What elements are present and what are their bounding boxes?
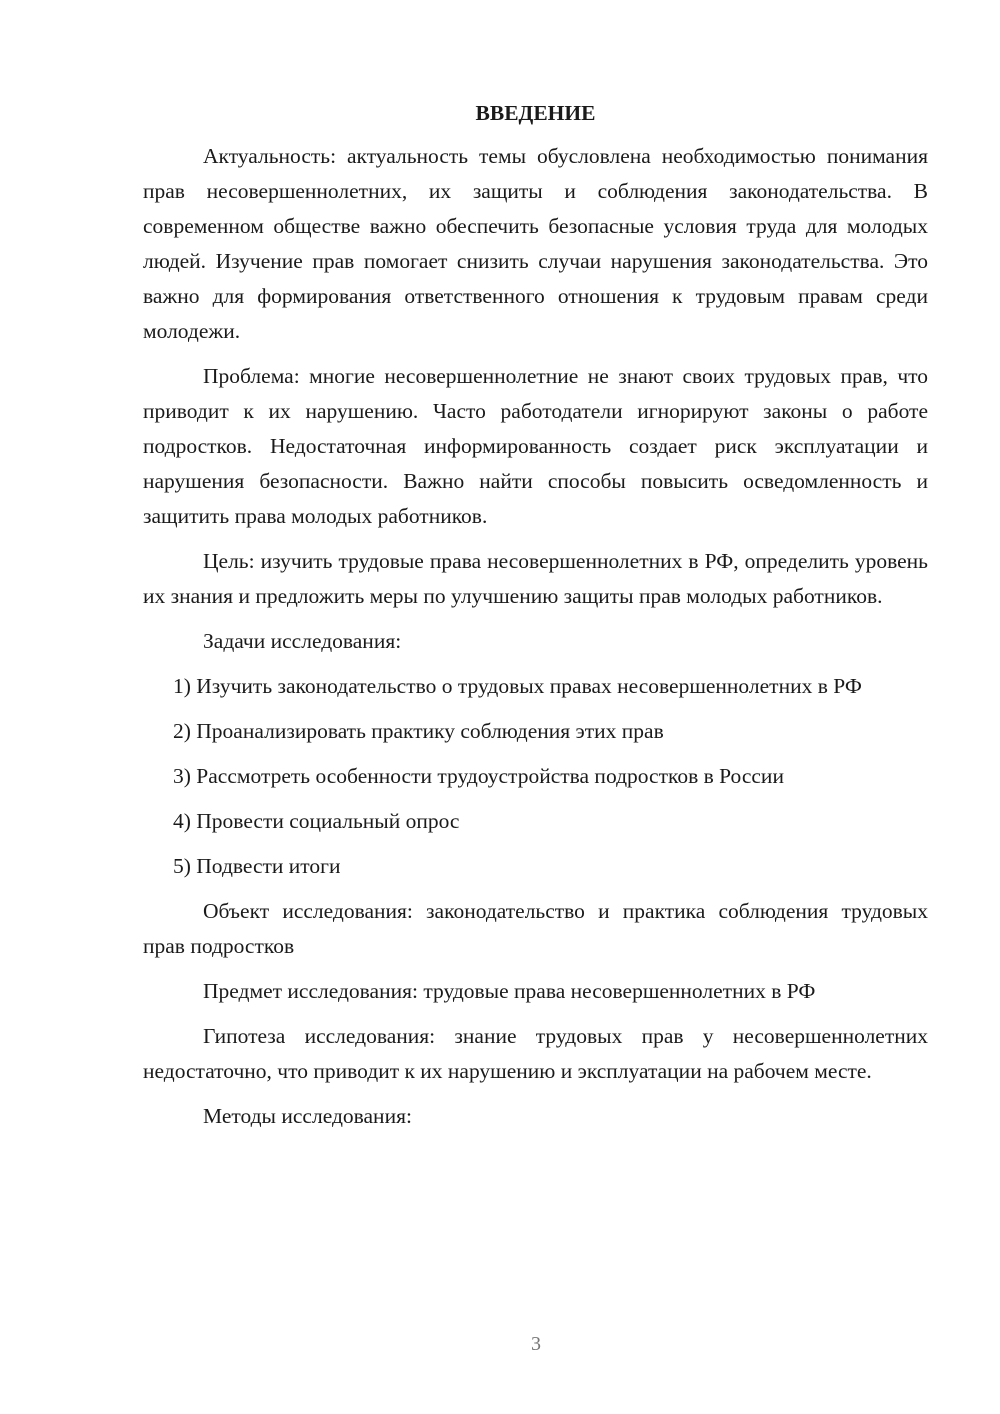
- list-item: 3) Рассмотреть особенности трудоустройства подростков в России: [173, 764, 784, 788]
- list-item: 4) Провести социальный опрос: [173, 809, 460, 833]
- document-page: [143, 96, 928, 1144]
- page-number: 3: [531, 1333, 541, 1355]
- goal-paragraph: Цель: изучить трудовые права несовершеннолетних в РФ, определить уровень их знания и предложить меры по улучшению защиты прав молодых работников.: [143, 549, 928, 608]
- list-item: 2) Проанализировать практику соблюдения этих прав: [173, 719, 664, 743]
- problem-paragraph: Проблема: многие несовершеннолетние не знают своих трудовых прав, что приводит к их нарушению. Часто работодатели игнорируют законы о работе подростков. Недостаточная информированность создает риск эксплуатации и нарушения безопасности. Важно найти способы повысить осведомленность и защитить права молодых работников.: [143, 364, 928, 528]
- hypothesis-paragraph: Гипотеза исследования: знание трудовых прав у несовершеннолетних недостаточно, что приводит к их нарушению и эксплуатации на рабочем месте.: [143, 1024, 928, 1083]
- tasks-list: [143, 669, 928, 884]
- page-title: ВВЕДЕНИЕ: [475, 101, 596, 125]
- object-paragraph: Объект исследования: законодательство и практика соблюдения трудовых прав подростков: [143, 899, 928, 958]
- tasks-heading: Задачи исследования:: [203, 629, 402, 653]
- subject-paragraph: Предмет исследования: трудовые права несовершеннолетних в РФ: [203, 979, 816, 1003]
- list-item: 5) Подвести итоги: [173, 854, 341, 878]
- list-item: 1) Изучить законодательство о трудовых правах несовершеннолетних в РФ: [173, 674, 862, 698]
- methods-heading: Методы исследования:: [203, 1104, 412, 1128]
- relevance-paragraph: Актуальность: актуальность темы обусловлена необходимостью понимания прав несовершеннолетних, их защиты и соблюдения законодательства. В современном обществе важно обеспечить безопасные условия труда для молодых людей. Изучение прав помогает снизить случаи нарушения законодательства. Это важно для формирования ответственного отношения к трудовым правам среди молодежи.: [143, 144, 928, 343]
